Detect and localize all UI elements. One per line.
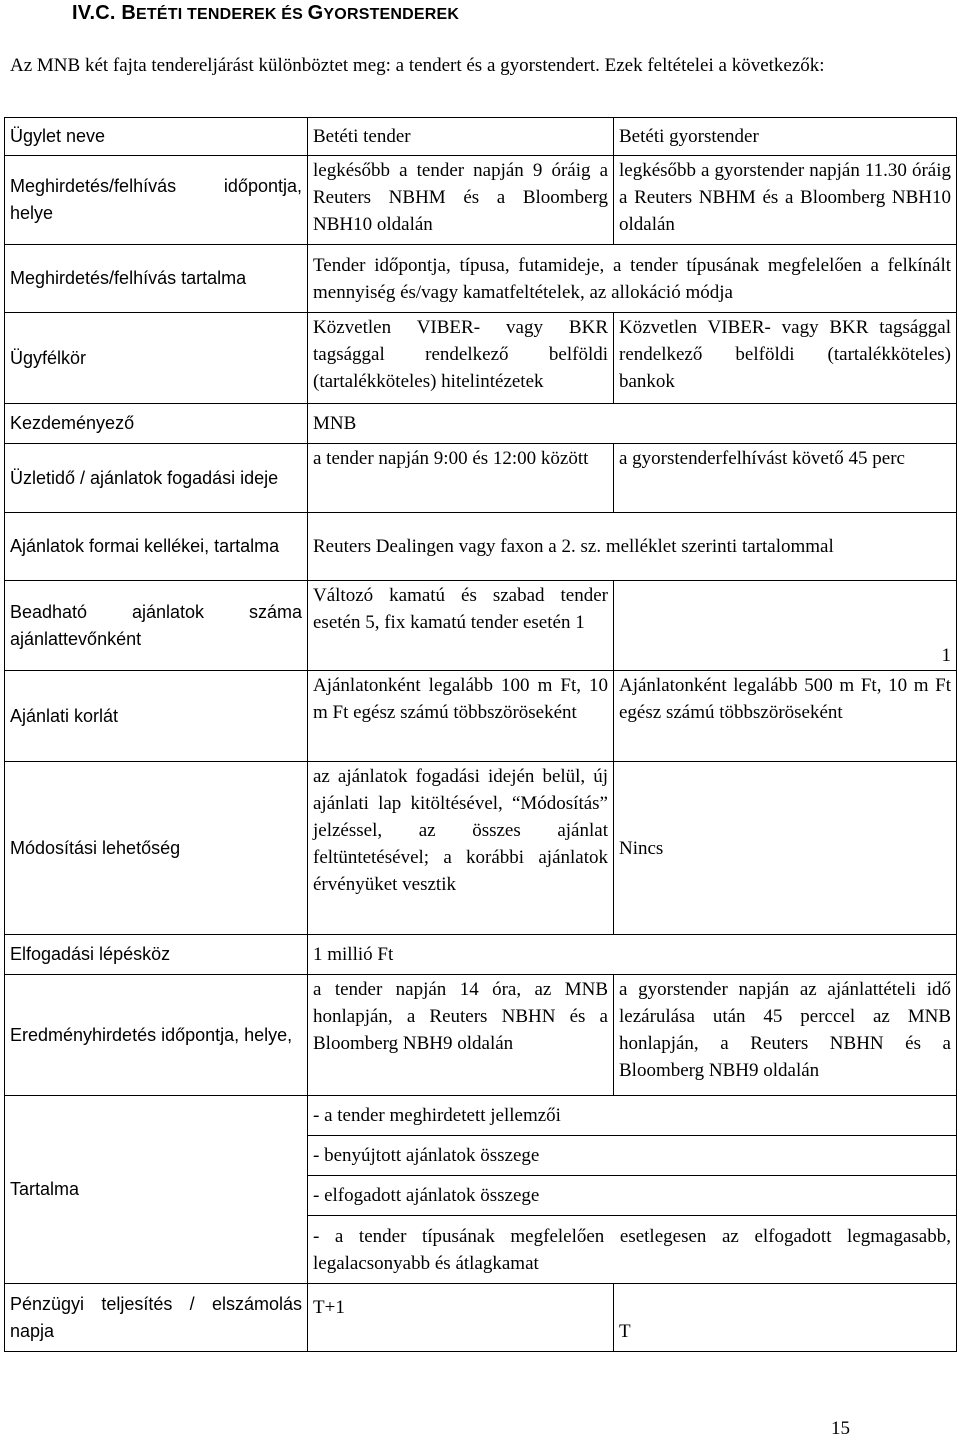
table-cell: Reuters Dealingen vagy faxon a 2. sz. melléklet szerinti tartalommal (308, 513, 957, 581)
table-cell: a gyorstender napján az ajánlattételi idő lezárulása után 45 perccel az MNB honlapján, a Reuters NBHN és a Bloomberg NBH9 oldalán (614, 975, 957, 1096)
page-number: 15 (831, 1418, 850, 1439)
row-label: Kezdeményező (5, 404, 308, 444)
table-row (5, 156, 957, 245)
table-row (5, 975, 957, 1096)
table-cell: T+1 (308, 1284, 614, 1352)
table-cell: legkésőbb a gyorstender napján 11.30 óráig a Reuters NBHM és a Bloomberg NBH10 oldalán (614, 156, 957, 245)
list-item: - benyújtott ajánlatok összege (308, 1136, 957, 1176)
row-label: Ajánlatok formai kellékei, tartalma (5, 513, 308, 581)
table-cell: Ajánlatonként legalább 500 m Ft, 10 m Ft egész számú többszöröseként (614, 671, 957, 762)
row-label: Ügyfélkör (5, 313, 308, 404)
table-cell: a gyorstenderfelhívást követő 45 perc (614, 444, 957, 513)
row-label: Meghirdetés/felhívás időpontja, helye (5, 156, 308, 245)
table-cell: Tender időpontja, típusa, futamideje, a tender típusának megfelelően a felkínált mennyiség és/vagy kamatfeltételek, az allokáció módja (308, 245, 957, 313)
table-row (5, 245, 957, 313)
table-row (5, 118, 957, 156)
table-row (5, 513, 957, 581)
table-cell: az ajánlatok fogadási idején belül, új ajánlati lap kitöltésével, “Módosítás” jelzéssel, az összes ajánlat feltüntetésével; a korábbi ajánlatok érvényüket vesztik (308, 762, 614, 935)
list-item: - a tender típusának megfelelően esetlegesen az elfogadott legmagasabb, legalacsonyabb és átlagkamat (308, 1216, 957, 1284)
table-cell: Közvetlen VIBER- vagy BKR tagsággal rendelkező belföldi (tartalékköteles) hitelintézetek (308, 313, 614, 404)
table-row (5, 1096, 957, 1136)
row-label: Elfogadási lépésköz (5, 935, 308, 975)
table-row (5, 404, 957, 444)
row-label: Ügylet neve (5, 118, 308, 156)
list-item: - a tender meghirdetett jellemzői (308, 1096, 957, 1136)
table-cell: legkésőbb a tender napján 9 óráig a Reuters NBHM és a Bloomberg NBH10 oldalán (308, 156, 614, 245)
row-label: Pénzügyi teljesítés / elszámolás napja (5, 1284, 308, 1352)
column-header: Betéti gyorstender (614, 118, 957, 156)
row-label: Meghirdetés/felhívás tartalma (5, 245, 308, 313)
column-header: Betéti tender (308, 118, 614, 156)
row-label: Beadható ajánlatok száma ajánlattevőnként (5, 581, 308, 671)
table-row (5, 762, 957, 935)
table-row (5, 581, 957, 671)
table-row (5, 935, 957, 975)
table-cell: Változó kamatú és szabad tender esetén 5, fix kamatú tender esetén 1 (308, 581, 614, 671)
row-label: Tartalma (5, 1096, 308, 1284)
table-cell: 1 (614, 581, 957, 671)
table-cell: Közvetlen VIBER- vagy BKR tagsággal rendelkező belföldi (tartalékköteles) bankok (614, 313, 957, 404)
tender-conditions-table (4, 117, 957, 1352)
table-row (5, 1284, 957, 1352)
table-cell: Nincs (614, 762, 957, 935)
section-heading: IV.C. BETÉTI TENDEREK ÉS GYORSTENDEREK (72, 2, 460, 24)
row-label: Módosítási lehetőség (5, 762, 308, 935)
table-row (5, 444, 957, 513)
row-label: Eredményhirdetés időpontja, helye, (5, 975, 308, 1096)
table-cell: Ajánlatonként legalább 100 m Ft, 10 m Ft egész számú többszöröseként (308, 671, 614, 762)
list-item: - elfogadott ajánlatok összege (308, 1176, 957, 1216)
table-cell: MNB (308, 404, 957, 444)
table-row (5, 313, 957, 404)
intro-paragraph: Az MNB két fajta tendereljárást különböztet meg: a tendert és a gyorstendert. Ezek feltételei a következők: (10, 55, 825, 76)
row-label: Üzletidő / ajánlatok fogadási ideje (5, 444, 308, 513)
table-cell: a tender napján 14 óra, az MNB honlapján, a Reuters NBHN és a Bloomberg NBH9 oldalán (308, 975, 614, 1096)
table-row (5, 671, 957, 762)
table-cell: a tender napján 9:00 és 12:00 között (308, 444, 614, 513)
table-cell: T (614, 1284, 957, 1352)
row-label: Ajánlati korlát (5, 671, 308, 762)
table-cell: 1 millió Ft (308, 935, 957, 975)
